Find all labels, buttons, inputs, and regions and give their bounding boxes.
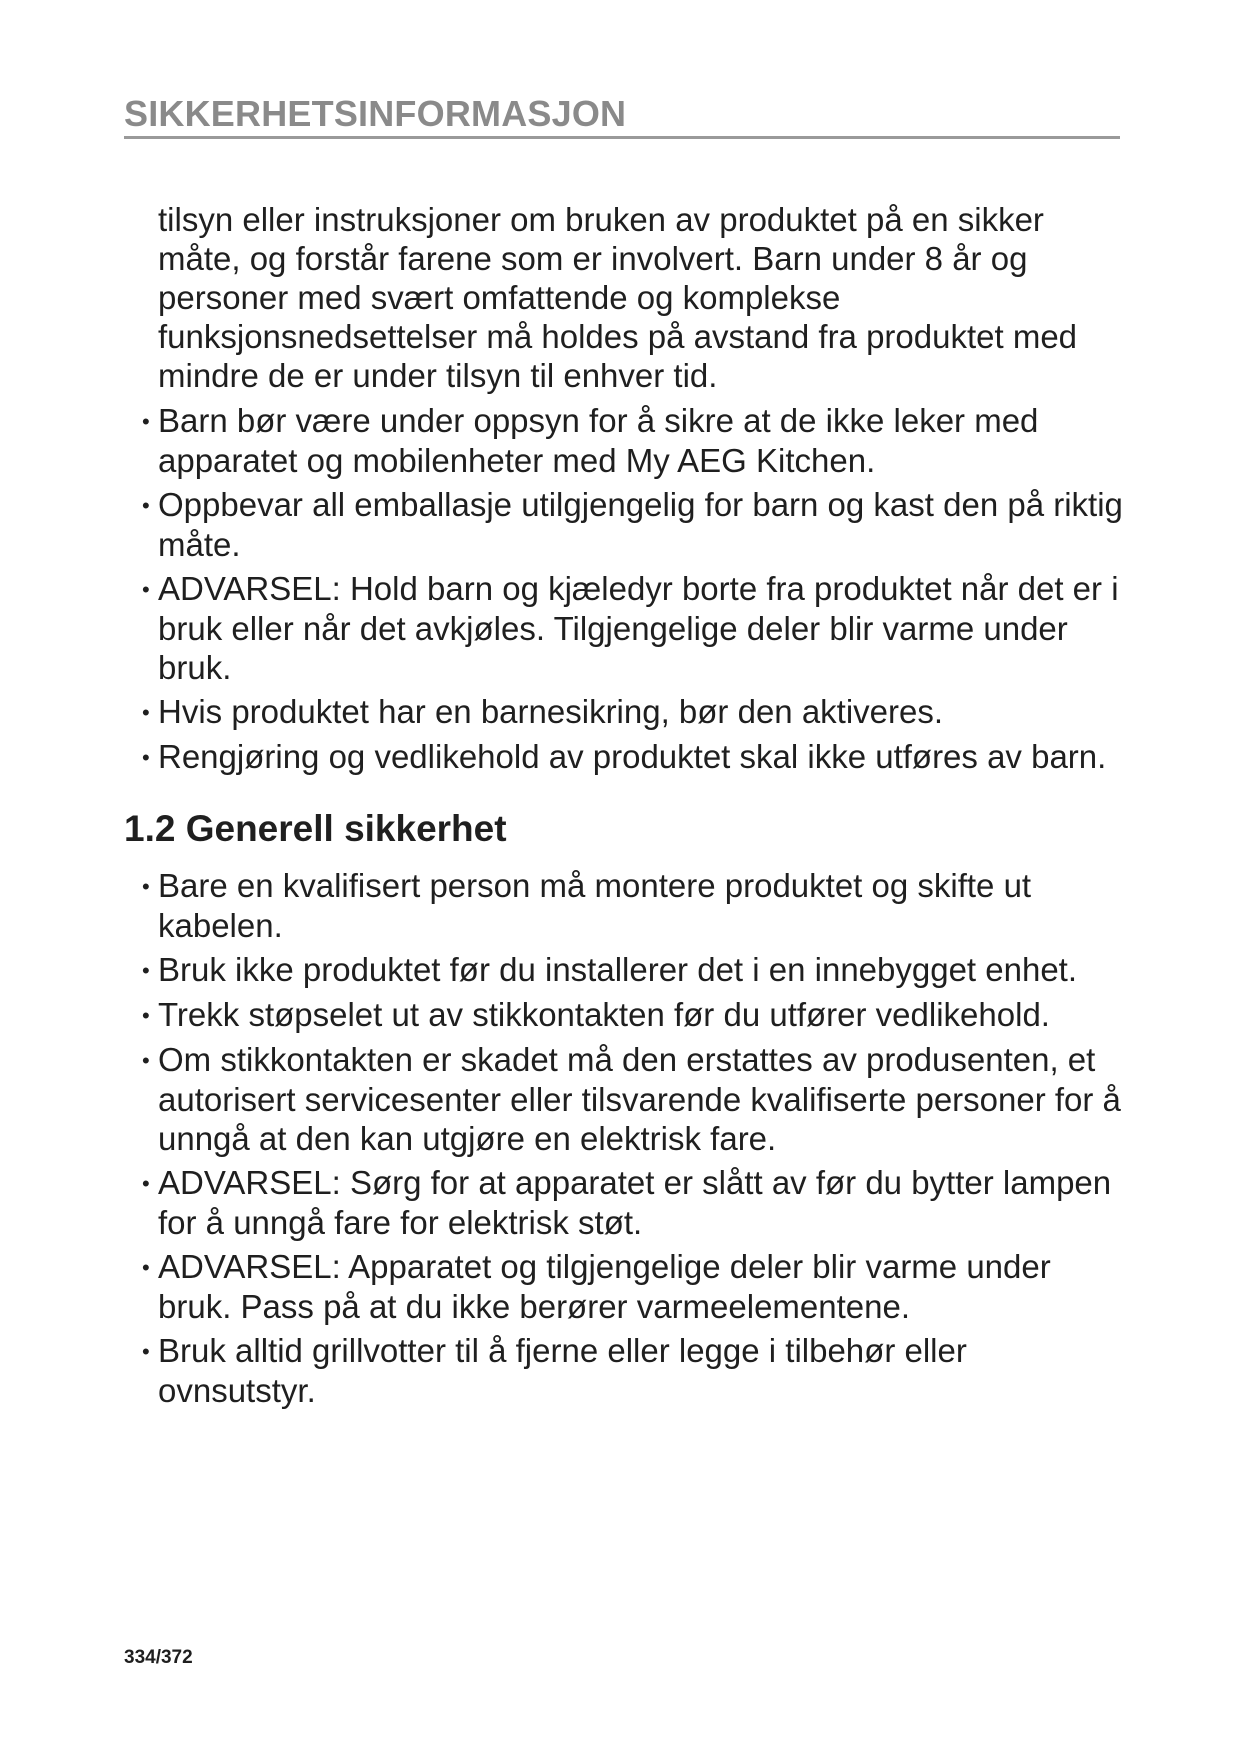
bullet-icon: • [142,1048,150,1073]
list-item-text: Trekk støpselet ut av stikkontakten før du utfører vedlikehold. [158,996,1050,1033]
list-item-text: Bare en kvalifisert person må montere produktet og skifte ut kabelen. [158,867,1032,944]
section-heading: 1.2 Generell sikkerhet [124,808,507,849]
list-item [124,401,1124,480]
list-item-text: Om stikkontakten er skadet må den erstattes av produsenten, et autorisert servicesenter eller tilsvarende kvalifiserte personer for å unngå at den kan utgjøre en elektrisk fare. [158,1041,1121,1157]
intro-continuation-paragraph: tilsyn eller instruksjoner om bruken av produktet på en sikker måte, og forstår farene som er involvert. Barn under 8 år og personer med svært omfattende og komplekse funksjonsnedsettelser må holdes på avstand fra produktet med mindre de er under tilsyn til enhver tid. [158,201,1078,394]
bullet-icon: • [142,1339,150,1364]
list-item [124,950,1124,990]
bullet-icon: • [142,700,150,725]
page-content [124,200,1124,1415]
bullet-icon: • [142,577,150,602]
page-number: 334/372 [124,1647,193,1668]
list-item [124,1331,1124,1410]
bullet-icon: • [142,958,150,983]
list-item [124,995,1124,1035]
bullet-icon: • [142,1003,150,1028]
list-item-text: Oppbevar all emballasje utilgjengelig for barn og kast den på riktig måte. [158,486,1123,563]
list-item [124,1247,1124,1326]
header-divider [124,136,1120,139]
general-safety-list [124,866,1124,1410]
list-item-text: ADVARSEL: Sørg for at apparatet er slått av før du bytter lampen for å unngå fare for elektrisk støt. [158,1164,1112,1241]
list-item [124,1163,1124,1242]
list-item [124,692,1124,732]
list-item-text: Bruk ikke produktet før du installerer det i en innebygget enhet. [158,951,1078,988]
list-item [124,737,1124,777]
list-item [124,485,1124,564]
list-item-text: Barn bør være under oppsyn for å sikre at de ikke leker med apparatet og mobilenheter med My AEG Kitchen. [158,402,1039,479]
page-header [124,92,1120,139]
list-item-text: Rengjøring og vedlikehold av produktet skal ikke utføres av barn. [158,738,1107,775]
header-title: SIKKERHETSINFORMASJON [124,93,627,134]
children-safety-list [124,401,1124,777]
bullet-icon: • [142,1171,150,1196]
list-item [124,569,1124,687]
list-item-text: Bruk alltid grillvotter til å fjerne eller legge i tilbehør eller ovnsutstyr. [158,1332,967,1409]
bullet-icon: • [142,409,150,434]
bullet-icon: • [142,1255,150,1280]
list-item [124,866,1124,945]
bullet-icon: • [142,874,150,899]
list-item [124,1040,1124,1158]
bullet-icon: • [142,493,150,518]
list-item-text: Hvis produktet har en barnesikring, bør den aktiveres. [158,693,944,730]
list-item-text: ADVARSEL: Hold barn og kjæledyr borte fra produktet når det er i bruk eller når det avkjøles. Tilgjengelige deler blir varme under bruk. [158,570,1119,686]
bullet-icon: • [142,745,150,770]
list-item-text: ADVARSEL: Apparatet og tilgjengelige deler blir varme under bruk. Pass på at du ikke berører varmeelementene. [158,1248,1051,1325]
